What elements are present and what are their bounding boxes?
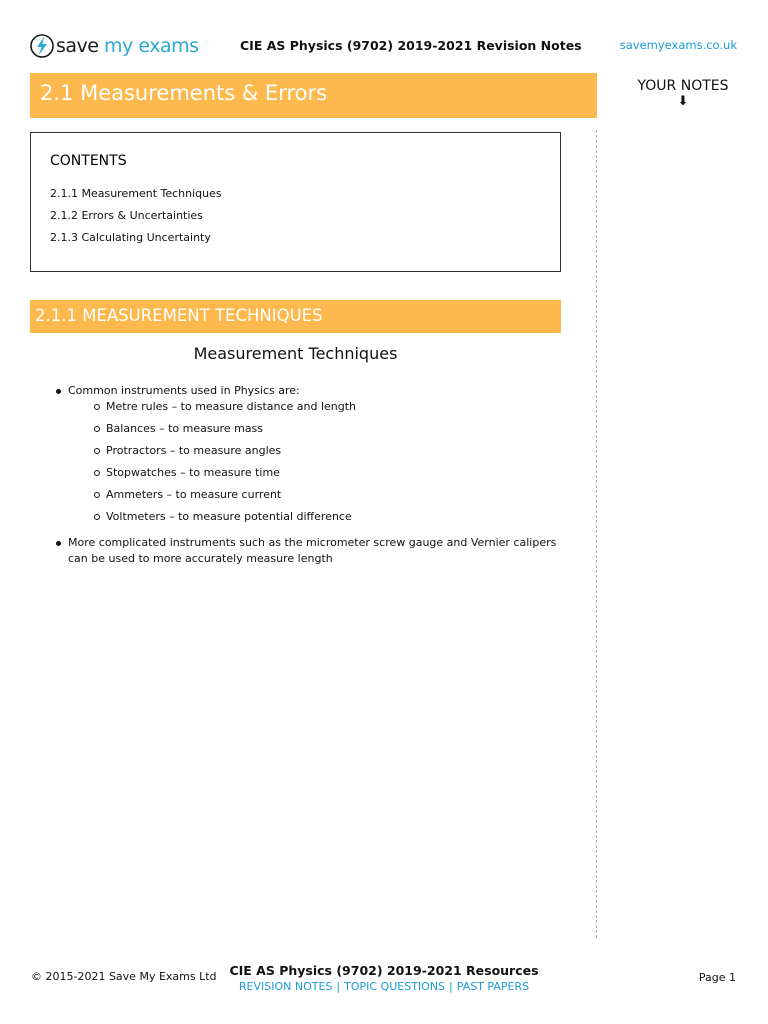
contents-item[interactable]: 2.1.3 Calculating Uncertainty bbox=[50, 231, 211, 244]
contents-list bbox=[50, 183, 222, 249]
sub-list-item: Metre rules – to measure distance and length bbox=[106, 399, 568, 415]
section-banner-title: 2.1.1 MEASUREMENT TECHNIQUES bbox=[35, 306, 323, 325]
list-item bbox=[68, 383, 568, 525]
sub-list-item: Balances – to measure mass bbox=[106, 421, 568, 437]
page-title-banner bbox=[30, 73, 597, 118]
your-notes-label: YOUR NOTES bbox=[637, 78, 729, 94]
sub-list-item: Protractors – to measure angles bbox=[106, 443, 568, 459]
link-separator: | bbox=[336, 980, 341, 993]
sub-list-item: Stopwatches – to measure time bbox=[106, 465, 568, 481]
bullet-list bbox=[68, 383, 568, 567]
list-item bbox=[68, 535, 568, 567]
sub-list bbox=[68, 399, 568, 525]
logo[interactable] bbox=[30, 33, 199, 59]
section-banner bbox=[30, 300, 561, 333]
list-item-text: More complicated instruments such as the micrometer screw gauge and Vernier calipers can be used to more accurately measure length bbox=[68, 536, 557, 565]
site-link[interactable]: savemyexams.co.uk bbox=[619, 38, 737, 52]
contents-item[interactable]: 2.1.2 Errors & Uncertainties bbox=[50, 209, 203, 222]
page-title: 2.1 Measurements & Errors bbox=[40, 81, 328, 105]
arrow-down-icon: ⬇ bbox=[677, 94, 689, 109]
section-heading: Measurement Techniques bbox=[193, 344, 398, 363]
past-papers-link[interactable]: PAST PAPERS bbox=[456, 980, 530, 993]
page-number: Page 1 bbox=[698, 971, 736, 984]
contents-box bbox=[30, 132, 561, 272]
revision-notes-link[interactable]: REVISION NOTES bbox=[238, 980, 333, 993]
your-notes bbox=[620, 78, 746, 108]
logo-text: save my exams bbox=[56, 35, 199, 57]
footer-links bbox=[200, 980, 568, 993]
sub-list-item: Ammeters – to measure current bbox=[106, 487, 568, 503]
topic-questions-link[interactable]: TOPIC QUESTIONS bbox=[344, 980, 446, 993]
footer-resources bbox=[200, 963, 568, 993]
contents-title: CONTENTS bbox=[50, 153, 127, 169]
copyright: © 2015-2021 Save My Exams Ltd bbox=[31, 970, 217, 983]
footer-title: CIE AS Physics (9702) 2019-2021 Resources bbox=[229, 963, 539, 978]
contents-item[interactable]: 2.1.1 Measurement Techniques bbox=[50, 187, 222, 200]
header-title: CIE AS Physics (9702) 2019-2021 Revision Notes bbox=[240, 38, 582, 53]
notes-divider bbox=[596, 130, 597, 938]
lightning-bolt-icon bbox=[30, 34, 54, 58]
link-separator: | bbox=[449, 980, 453, 993]
list-item-text: Common instruments used in Physics are: bbox=[68, 384, 300, 397]
sub-list-item: Voltmeters – to measure potential difference bbox=[106, 509, 568, 525]
